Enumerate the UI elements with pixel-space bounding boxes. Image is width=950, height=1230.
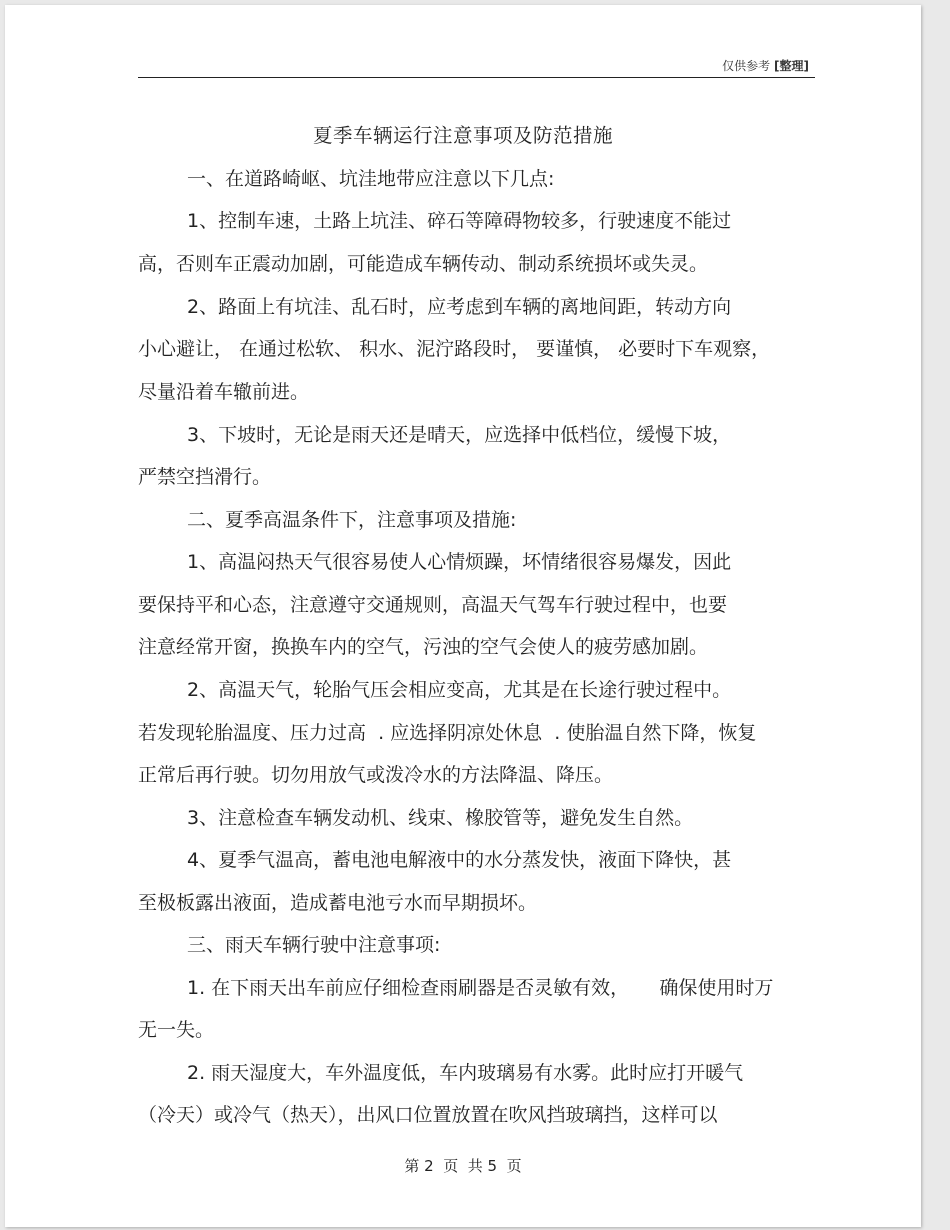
- paragraph-line: 至极板露出液面，造成蓄电池亏水而早期损坏。: [138, 892, 538, 914]
- paragraph-line: （冷天）或冷气（热天），出风口位置放置在吹风挡玻璃挡，这样可以: [138, 1104, 718, 1126]
- paragraph-line: 3、注意检查车辆发动机、线束、橡胶管等，避免发生自然。: [187, 807, 694, 829]
- paragraph-line: 小心避让， 在通过松软、 积水、泥泞路段时， 要谨慎， 必要时下车观察，: [138, 338, 771, 360]
- header-note-tag: [整理]: [774, 59, 809, 73]
- paragraph-line: 若发现轮胎温度、压力过高 . 应选择阴凉处休息 . 使胎温自然下降，恢复: [138, 722, 757, 744]
- header-divider: [138, 77, 815, 78]
- paragraph-line: 2、路面上有坑洼、乱石时，应考虑到车辆的离地间距，转动方向: [187, 296, 732, 318]
- paragraph-line: 3、下坡时，无论是雨天还是晴天，应选择中低档位，缓慢下坡，: [187, 424, 732, 446]
- paragraph-line: 1、控制车速，土路上坑洼、碎石等障碍物较多，行驶速度不能过: [187, 210, 732, 232]
- paragraph-line: 1、高温闷热天气很容易使人心情烦躁，坏情绪很容易爆发，因此: [187, 551, 732, 573]
- paragraph-line: 正常后再行驶。切勿用放气或泼冷水的方法降温、降压。: [138, 764, 614, 786]
- paragraph-line: 4、夏季气温高，蓄电池电解液中的水分蒸发快，液面下降快，甚: [187, 849, 732, 871]
- paragraph-line: 无一失。: [138, 1019, 215, 1041]
- header-note-text: 仅供参考: [722, 59, 771, 73]
- document-title: 夏季车辆运行注意事项及防范措施: [312, 124, 613, 147]
- document-page: [5, 5, 921, 1227]
- paragraph-line: 尽量沿着车辙前进。: [138, 381, 310, 403]
- section-heading-2: 二、夏季高温条件下，注意事项及措施:: [187, 509, 517, 531]
- paragraph-line: 注意经常开窗，换换车内的空气，污浊的空气会使人的疲劳感加剧。: [138, 636, 709, 658]
- paragraph-line: 高，否则车正震动加剧，可能造成车辆传动、制动系统损坏或失灵。: [138, 253, 709, 275]
- paragraph-line: 严禁空挡滑行。: [138, 466, 272, 488]
- section-heading-1: 一、在道路崎岖、坑洼地带应注意以下几点:: [187, 168, 555, 190]
- page-footer: 第 2 页 共 5 页: [404, 1157, 522, 1175]
- paragraph-line: 2. 雨天湿度大，车外温度低，车内玻璃易有水雾。此时应打开暖气: [187, 1062, 744, 1084]
- paragraph-line: 要保持平和心态，注意遵守交通规则，高温天气驾车行驶过程中，也要: [138, 594, 728, 616]
- paragraph-line: 2、高温天气，轮胎气压会相应变高，尤其是在长途行驶过程中。: [187, 679, 732, 701]
- section-heading-3: 三、雨天车辆行驶中注意事项:: [187, 934, 441, 956]
- paragraph-line: 1. 在下雨天出车前应仔细检查雨刷器是否灵敏有效， 确保使用时万: [187, 977, 774, 999]
- header-note: [722, 57, 809, 74]
